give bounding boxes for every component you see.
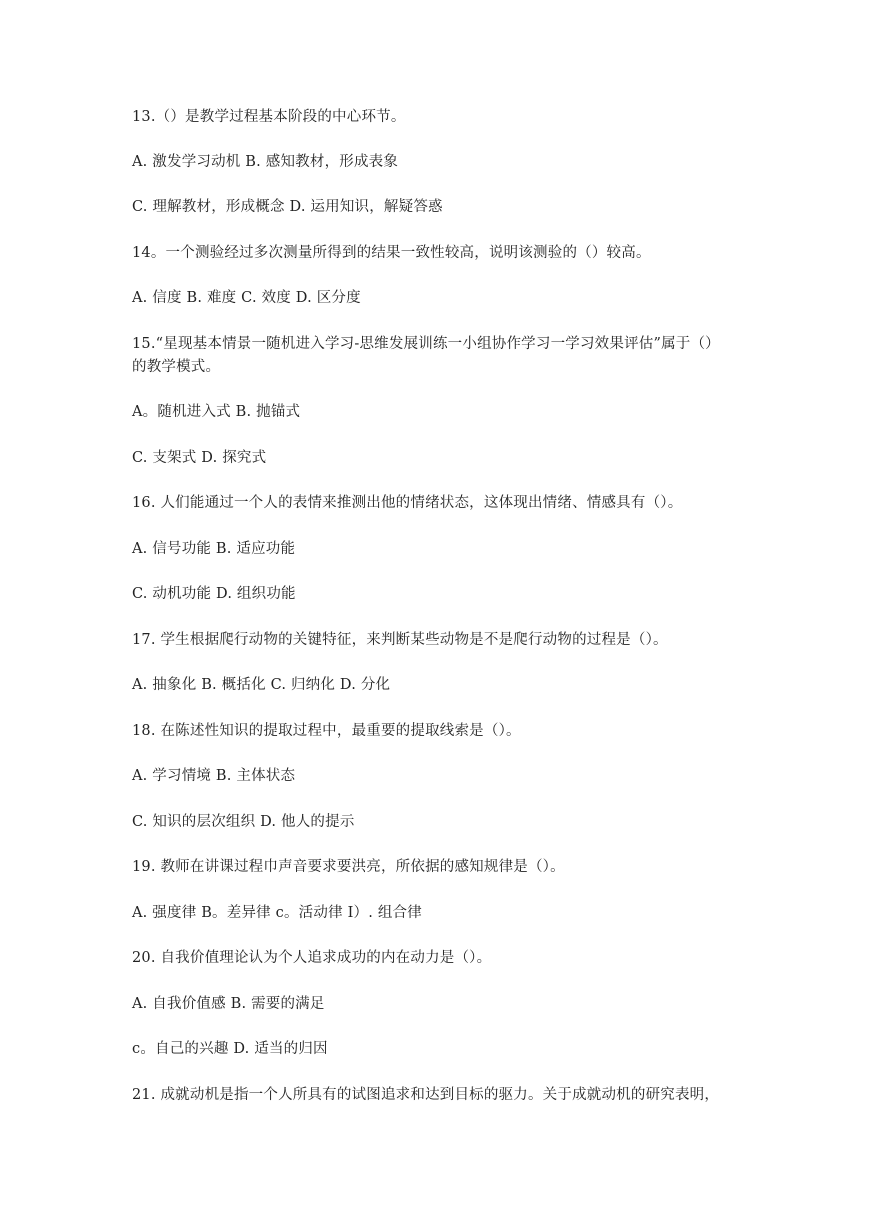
question-17-stem: 17. 学生根据爬行动物的关键特征，来判断某些动物是不是爬行动物的过程是（）。 bbox=[132, 632, 668, 648]
question-19-options: A. 强度律 B。差异律 c。活动律 I）. 组合律 bbox=[132, 905, 422, 921]
question-18-options-cd: C. 知识的层次组织 D. 他人的提示 bbox=[132, 814, 355, 830]
question-16-stem: 16. 人们能通过一个人的表情来推测出他的情绪状态，这体现出情绪、情感具有（）。 bbox=[132, 495, 683, 511]
question-13-stem: 13.（）是教学过程基本阶段的中心环节。 bbox=[132, 109, 406, 125]
question-13-options-cd: C. 理解教材，形成概念 D. 运用知识，解疑答惑 bbox=[132, 199, 443, 215]
question-15-stem-line2: 的教学模式。 bbox=[132, 359, 221, 375]
question-15-stem-line1: 15.“星现基本情景一随机进入学习-思维发展训练一小组协作学习一学习效果评估”属于（） bbox=[132, 336, 720, 352]
question-18-stem: 18. 在陈述性知识的提取过程中，最重要的提取线索是（）。 bbox=[132, 723, 521, 739]
question-15-options-cd: C. 支架式 D. 探究式 bbox=[132, 450, 267, 466]
question-20-options-ab: A. 自我价值感 B. 需要的满足 bbox=[132, 996, 325, 1012]
question-14-options: A. 信度 B. 难度 C. 效度 D. 区分度 bbox=[132, 290, 361, 306]
question-14-stem: 14。一个测验经过多次测量所得到的结果一致性较高，说明该测验的（）较高。 bbox=[132, 245, 651, 261]
question-18-options-ab: A. 学习情境 B. 主体状态 bbox=[132, 768, 296, 784]
question-20-stem: 20. 自我价值理论认为个人追求成功的内在动力是（）。 bbox=[132, 950, 492, 966]
question-17-options: A. 抽象化 B. 概括化 C. 归纳化 D. 分化 bbox=[132, 677, 391, 693]
question-20-options-cd: c。自己的兴趣 D. 适当的归因 bbox=[132, 1041, 328, 1057]
question-16-options-cd: C. 动机功能 D. 组织功能 bbox=[132, 586, 296, 602]
question-15-options-ab: A。随机进入式 B. 抛锚式 bbox=[132, 404, 301, 420]
question-13-options-ab: A. 激发学习动机 B. 感知教材，形成表象 bbox=[132, 154, 399, 170]
question-19-stem: 19. 教师在讲课过程巾声音要求要洪亮，所依据的感知规律是（）。 bbox=[132, 859, 565, 875]
question-16-options-ab: A. 信号功能 B. 适应功能 bbox=[132, 541, 296, 557]
question-21-stem: 21. 成就动机是指一个人所具有的试图追求和达到目标的驱力。关于成就动机的研究表明， bbox=[132, 1087, 720, 1103]
